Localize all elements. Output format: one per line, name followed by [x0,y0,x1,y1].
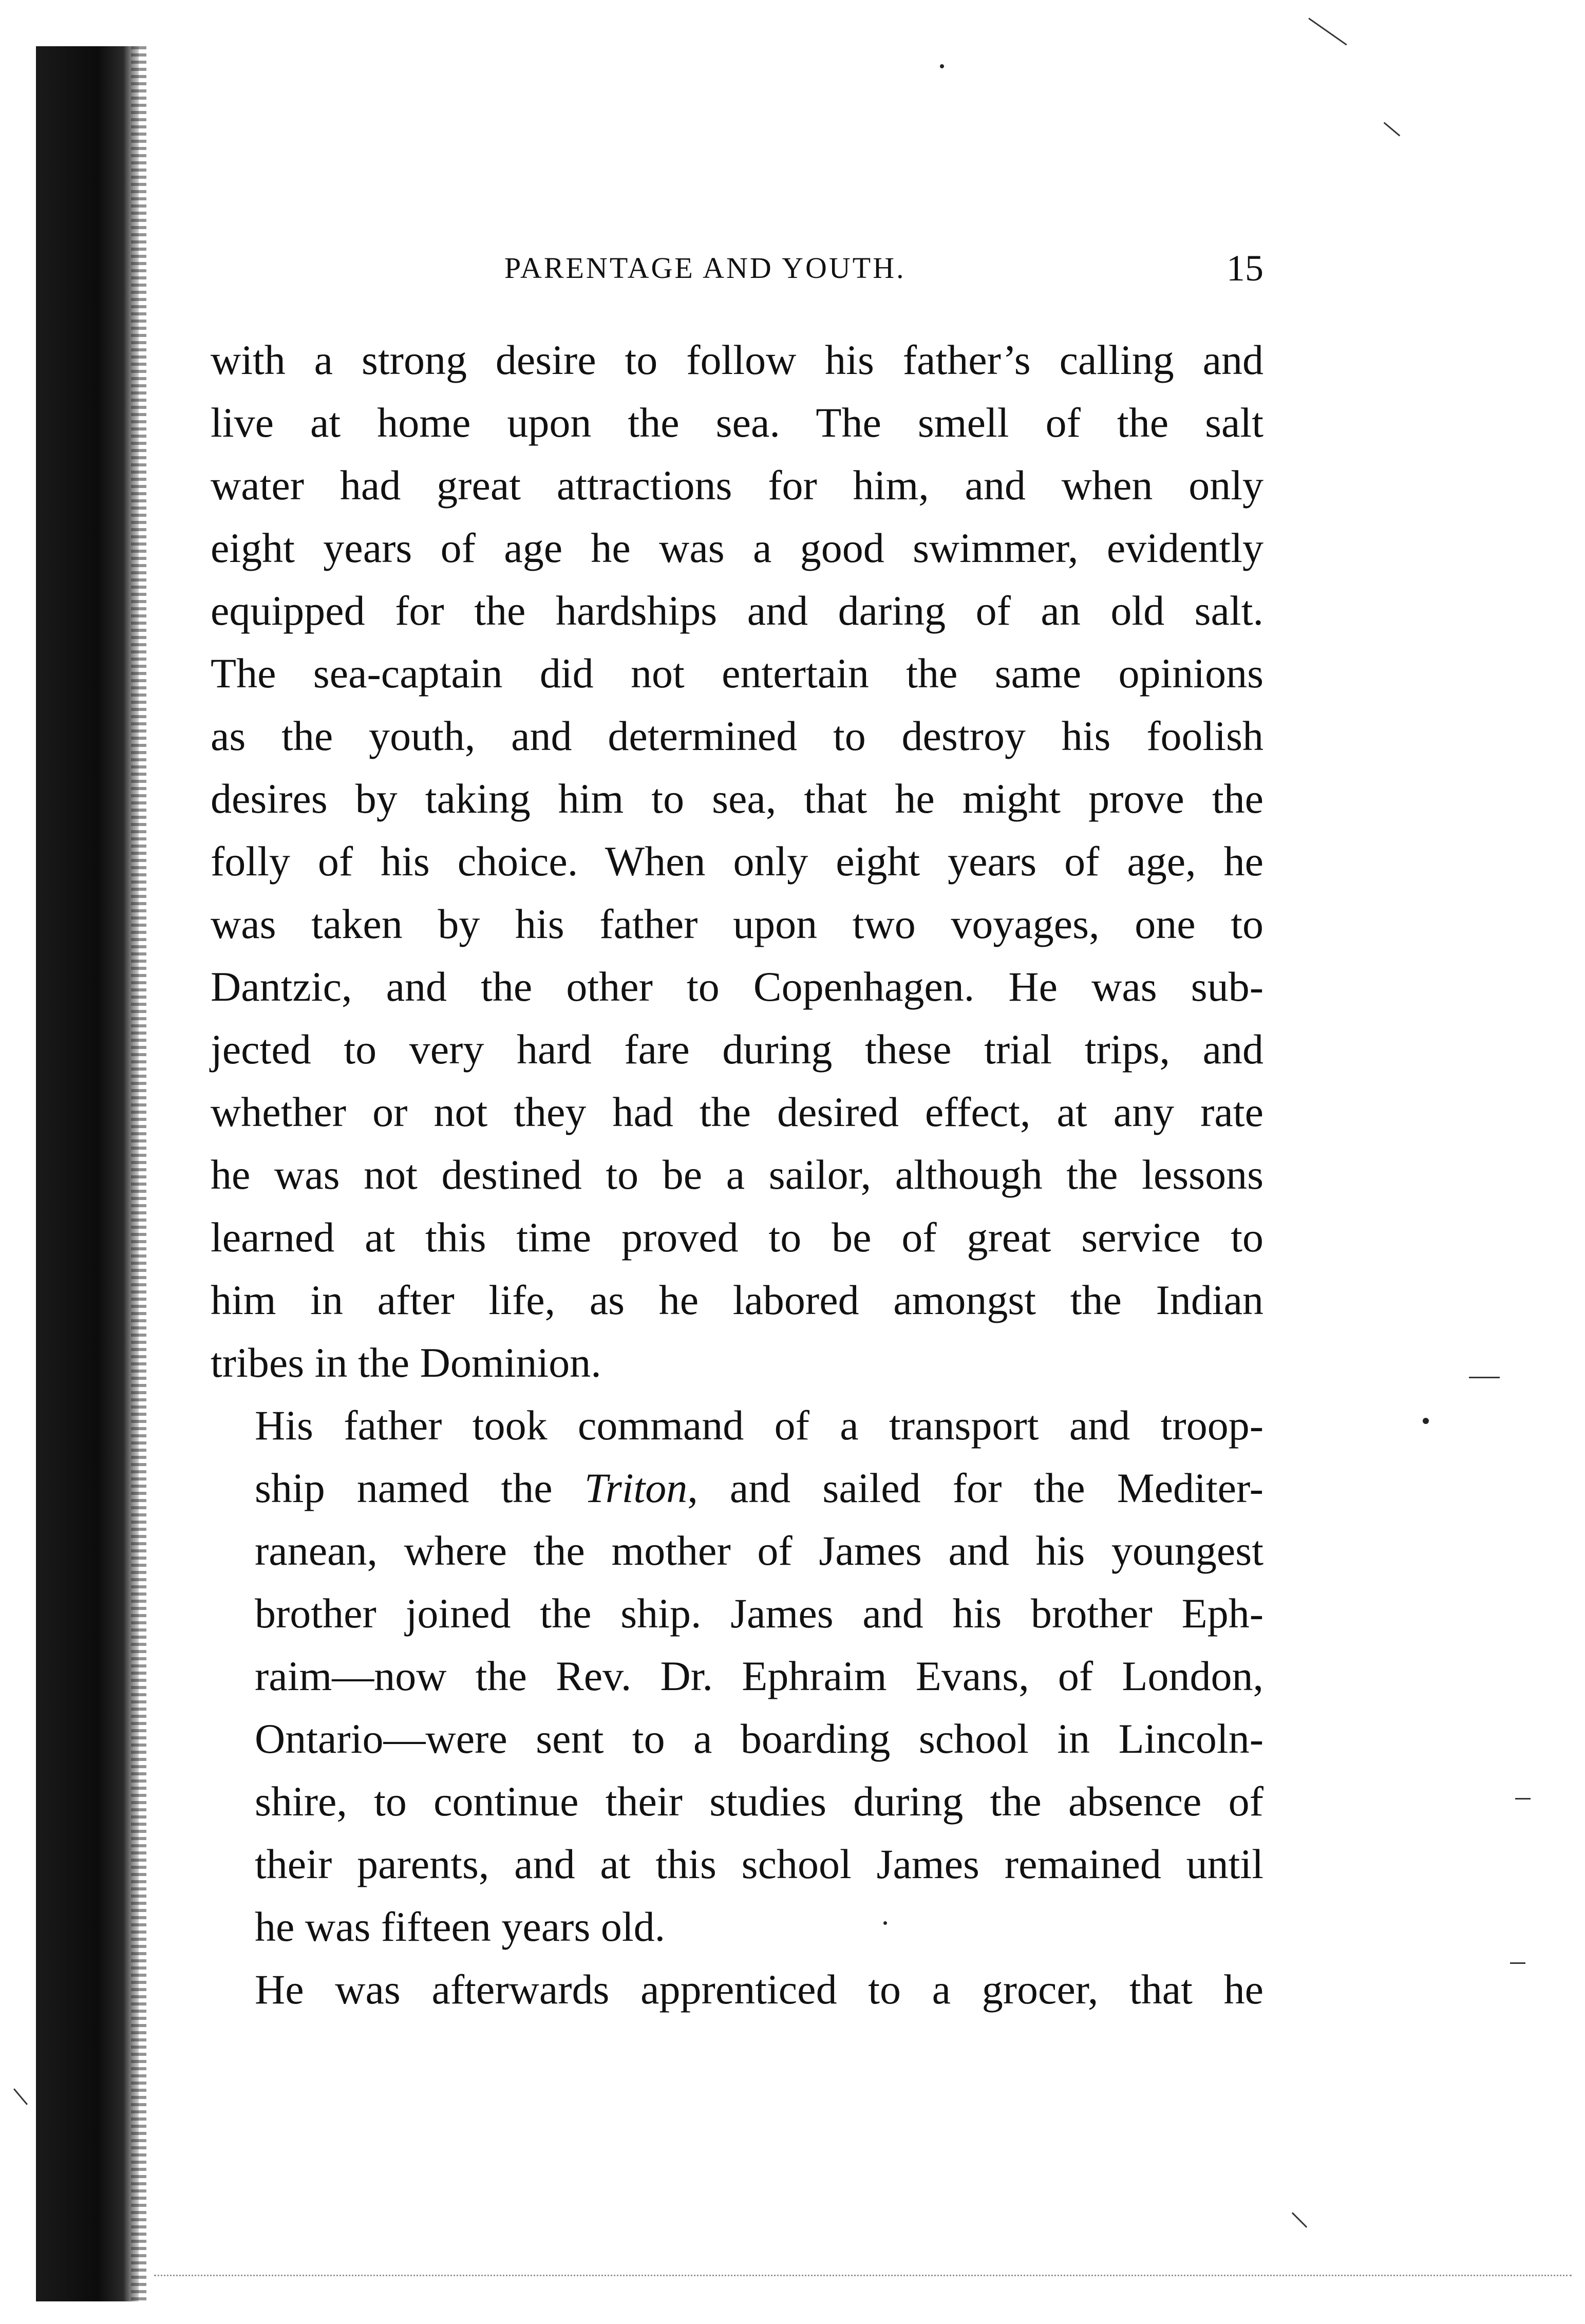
page-header [211,248,1263,289]
text-line: tribes in the Dominion. [211,1339,601,1386]
scan-mark [1469,1377,1500,1378]
ship-name: Triton [584,1465,688,1511]
text-line: Ontario—were sent to a boarding school in Lincoln- [255,1715,1263,1762]
scan-speck [940,64,944,68]
text-line: jected to very hard fare during these trial trips, and [211,1026,1263,1073]
scan-bottom-edge [154,2275,1572,2276]
text-line: whether or not they had the desired effect, at any rate [211,1089,1263,1135]
running-head: PARENTAGE AND YOUTH. [504,251,906,285]
text-line: their parents, and at this school James remained until [255,1841,1263,1887]
scan-mark [1515,1798,1531,1800]
text-line: with a strong desire to follow his father’s calling and [211,336,1263,383]
scan-mark [13,2088,28,2105]
text-line: raim—now the Rev. Dr. Ephraim Evans, of London, [255,1653,1263,1699]
paragraph-1 [211,329,1263,1394]
text-line: water had great attractions for him, and when only [211,462,1263,509]
text-line: ranean, where the mother of James and his youngest [255,1527,1263,1574]
text-line: desires by taking him to sea, that he might prove the [211,775,1263,822]
text-line: The sea-captain did not entertain the same opinions [211,650,1263,697]
text-line: brother joined the ship. James and his brother Eph- [255,1590,1263,1637]
text-line: shire, to continue their studies during the absence of [255,1778,1263,1825]
text-line: he was not destined to be a sailor, although the lessons [211,1151,1263,1198]
text-line: His father took command of a transport and troop- [255,1402,1263,1449]
page-binding-edge [131,46,146,2301]
text-line: folly of his choice. When only eight years of age, he [211,838,1263,885]
text-line: He was afterwards apprenticed to a grocer, that he [255,1966,1263,2013]
scan-mark [1308,17,1347,45]
text-line: him in after life, as he labored amongst the Indian [211,1277,1263,1323]
page-binding-shadow [36,46,139,2301]
text-line: equipped for the hardships and daring of an old salt. [211,587,1263,634]
text-line: Dantzic, and the other to Copenhagen. He was sub- [211,963,1263,1010]
page-body [211,329,1263,2021]
text-line: learned at this time proved to be of great service to [211,1214,1263,1261]
paragraph-2 [211,1394,1263,1958]
page-number: 15 [1227,248,1263,289]
scan-mark [1384,122,1401,136]
text-line: was taken by his father upon two voyages, one to [211,901,1263,947]
scan-mark [1292,2212,1307,2227]
paragraph-3 [211,1958,1263,2021]
text-line: eight years of age he was a good swimmer, evidently [211,524,1263,571]
text-line: as the youth, and determined to destroy his foolish [211,713,1263,759]
text-line: live at home upon the sea. The smell of the salt [211,399,1263,446]
scan-speck [1423,1418,1429,1424]
text-line: he was fifteen years old. [255,1903,666,1950]
scan-speck [883,1921,887,1925]
scan-mark [1510,1962,1525,1964]
text-line-triton: ship named the Triton, and sailed for the Mediter- [255,1465,1263,1511]
